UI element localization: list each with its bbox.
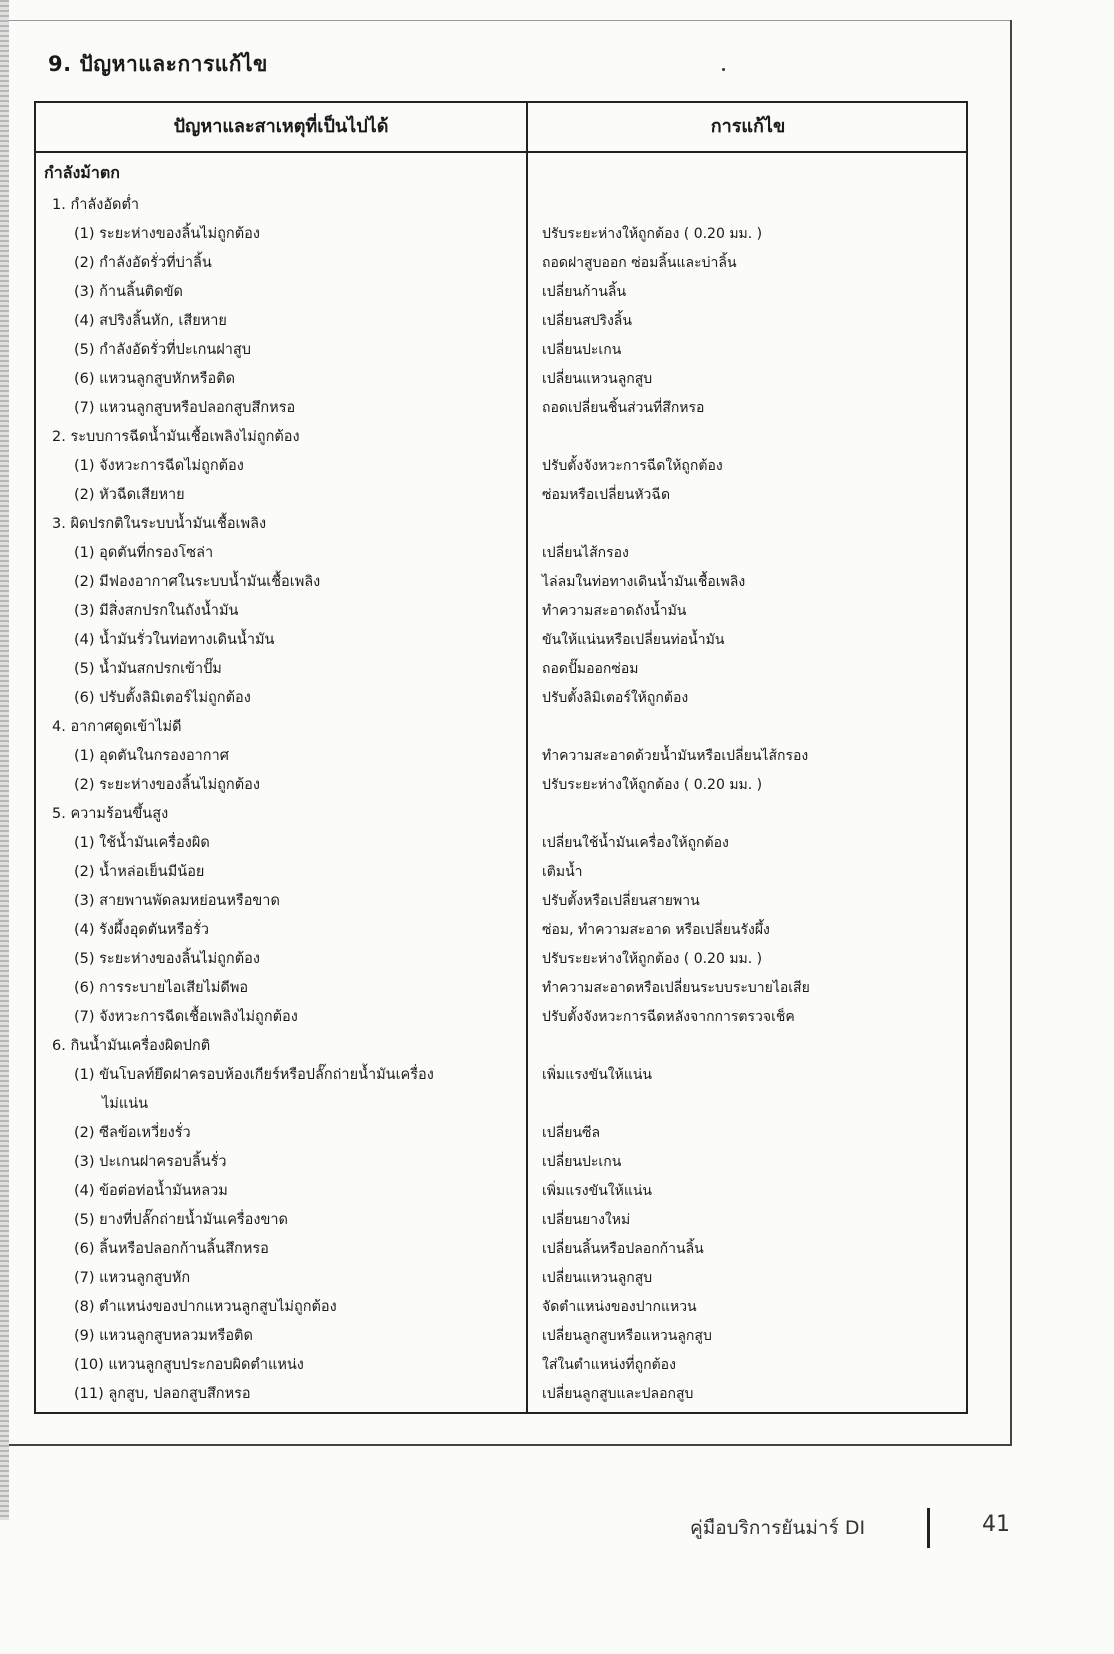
solution-cell: เพิ่มแรงขันให้แน่น: [542, 1067, 652, 1083]
problem-cell: (2) น้ำหล่อเย็นมีน้อย: [74, 864, 205, 880]
problem-cell: (8) ตำแหน่งของปากแหวนลูกสูบไม่ถูกต้อง: [74, 1299, 337, 1315]
problem-cell: (3) สายพานพัดลมหย่อนหรือขาด: [74, 893, 280, 909]
solution-cell: ปรับระยะห่างให้ถูกต้อง ( 0.20 มม. ): [542, 777, 763, 793]
solution-cell: ปรับตั้งหรือเปลี่ยนสายพาน: [542, 893, 700, 909]
solution-cell: เปลี่ยนสปริงลิ้น: [542, 313, 632, 329]
solution-cell: เปลี่ยนใช้น้ำมันเครื่องให้ถูกต้อง: [542, 835, 729, 851]
scan-edge: [0, 0, 9, 1520]
solution-cell: ปรับตั้งลิมิเตอร์ให้ถูกต้อง: [542, 690, 689, 706]
problem-cell: (2) กำลังอัดรั่วที่บ่าลิ้น: [74, 255, 212, 271]
table-row: [36, 220, 966, 249]
table-row: [36, 1061, 966, 1090]
problem-cell: 4. อากาศดูดเข้าไม่ดี: [52, 719, 182, 735]
solution-cell: เปลี่ยนซีล: [542, 1125, 601, 1141]
solution-cell: ซ่อมหรือเปลี่ยนหัวฉีด: [542, 487, 671, 503]
problem-cell: 2. ระบบการฉีดน้ำมันเชื้อเพลิงไม่ถูกต้อง: [52, 429, 300, 445]
table-row: [36, 626, 966, 655]
problem-cell: (4) รังผึ้งอุดตันหรือรั่ว: [74, 922, 210, 938]
problem-cell: (3) ปะเกนฝาครอบลิ้นรั่ว: [74, 1154, 227, 1170]
problem-cell: (7) แหวนลูกสูบหรือปลอกสูบสึกหรอ: [74, 400, 296, 416]
solution-cell: เปลี่ยนไส้กรอง: [542, 545, 629, 561]
problem-cell: (1) ใช้น้ำมันเครื่องผิด: [74, 835, 210, 851]
table-row: [36, 307, 966, 336]
problem-cell: (4) น้ำมันรั่วในท่อทางเดินน้ำมัน: [74, 632, 275, 648]
table-row: [36, 249, 966, 278]
problem-cell: (7) แหวนลูกสูบหัก: [74, 1270, 191, 1286]
table-row: [36, 568, 966, 597]
table-row: [36, 1148, 966, 1177]
solution-cell: ถอดฝาสูบออก ซ่อมลิ้นและบ่าลิ้น: [542, 255, 737, 271]
table-row: [36, 1351, 966, 1380]
solution-cell: เปลี่ยนลูกสูบและปลอกสูบ: [542, 1386, 694, 1402]
problem-cell: (6) แหวนลูกสูบหักหรือติด: [74, 371, 236, 387]
section-title: 9. ปัญหาและการแก้ไข: [48, 52, 268, 76]
table-row: [36, 597, 966, 626]
footer-manual-title: คู่มือบริการยันม่าร์ DI: [690, 1517, 866, 1539]
table-row: [36, 916, 966, 945]
solution-cell: เปลี่ยนลูกสูบหรือแหวนลูกสูบ: [542, 1328, 712, 1344]
problem-cell: 3. ผิดปรกติในระบบน้ำมันเชื้อเพลิง: [52, 516, 267, 532]
problem-cell: (2) ซีลข้อเหวี่ยงรั่ว: [74, 1125, 191, 1141]
table-row: [36, 1322, 966, 1351]
table-row: [36, 481, 966, 510]
table-row: [36, 1293, 966, 1322]
table-row: [36, 858, 966, 887]
table-row: [36, 742, 966, 771]
problem-cell: (1) อุดตันในกรองอากาศ: [74, 748, 229, 764]
page-frame-top: [9, 20, 1012, 21]
table-row: [36, 1235, 966, 1264]
table-row: [36, 771, 966, 800]
scan-dot: [722, 68, 725, 71]
solution-cell: เปลี่ยนปะเกน: [542, 342, 622, 358]
problem-cell: (5) ยางที่ปลั๊กถ่ายน้ำมันเครื่องขาด: [74, 1212, 288, 1228]
problem-cell: 6. กินน้ำมันเครื่องผิดปกติ: [52, 1038, 211, 1054]
problem-cell: (1) ระยะห่างของลิ้นไม่ถูกต้อง: [74, 226, 260, 242]
table-row: [36, 278, 966, 307]
table-row: [36, 800, 966, 829]
problem-cell: (5) น้ำมันสกปรกเข้าปั๊ม: [74, 661, 222, 677]
problem-cell: (1) จังหวะการฉีดไม่ถูกต้อง: [74, 458, 244, 474]
solution-cell: เปลี่ยนลิ้นหรือปลอกก้านลิ้น: [542, 1241, 704, 1257]
table-row: [36, 1032, 966, 1061]
table-row: [36, 1003, 966, 1032]
table-body: [36, 158, 966, 1409]
problem-cell: (9) แหวนลูกสูบหลวมหรือติด: [74, 1328, 253, 1344]
footer-divider: [927, 1508, 930, 1548]
solution-cell: ปรับตั้งจังหวะการฉีดหลังจากการตรวจเช็ค: [542, 1009, 795, 1025]
problem-cell: ไม่แน่น: [102, 1096, 149, 1112]
table-row: [36, 887, 966, 916]
solution-cell: ทำความสะอาดถังน้ำมัน: [542, 603, 687, 619]
table-row: [36, 365, 966, 394]
problem-cell: (1) ขันโบลท์ยึดฝาครอบห้องเกียร์หรือปลั๊กถ่ายน้ำมันเครื่อง: [74, 1067, 434, 1083]
solution-cell: ปรับตั้งจังหวะการฉีดให้ถูกต้อง: [542, 458, 723, 474]
page-frame-right: [1010, 20, 1012, 1446]
table-row: [36, 945, 966, 974]
solution-cell: เปลี่ยนก้านลิ้น: [542, 284, 627, 300]
problem-cell: (2) หัวฉีดเสียหาย: [74, 487, 185, 503]
problem-cell: (4) ข้อต่อท่อน้ำมันหลวม: [74, 1183, 228, 1199]
table-row: [36, 1090, 966, 1119]
solution-cell: ถอดเปลี่ยนชิ้นส่วนที่สึกหรอ: [542, 400, 705, 416]
problem-cell: (6) ลิ้นหรือปลอกก้านลิ้นสึกหรอ: [74, 1241, 269, 1257]
page-frame-bottom: [9, 1444, 1012, 1446]
solution-cell: ทำความสะอาดหรือเปลี่ยนระบบระบายไอเสีย: [542, 980, 810, 996]
table-row: [36, 423, 966, 452]
problem-cell: (7) จังหวะการฉีดเชื้อเพลิงไม่ถูกต้อง: [74, 1009, 298, 1025]
problem-cell: (5) ระยะห่างของลิ้นไม่ถูกต้อง: [74, 951, 260, 967]
solution-cell: เพิ่มแรงขันให้แน่น: [542, 1183, 652, 1199]
solution-cell: ขันให้แน่นหรือเปลี่ยนท่อน้ำมัน: [542, 632, 725, 648]
problem-cell: 1. กำลังอัดต่ำ: [52, 197, 140, 213]
solution-cell: ใส่ในตำแหน่งที่ถูกต้อง: [542, 1357, 676, 1373]
table-row: [36, 713, 966, 742]
problem-cell: (6) การระบายไอเสียไม่ดีพอ: [74, 980, 249, 996]
solution-cell: ทำความสะอาดด้วยน้ำมันหรือเปลี่ยนไส้กรอง: [542, 748, 809, 764]
table-row: [36, 1206, 966, 1235]
table-row: [36, 510, 966, 539]
table-row: [36, 394, 966, 423]
table-row: [36, 684, 966, 713]
troubleshooting-table: [34, 101, 968, 1414]
table-row: [36, 1119, 966, 1148]
table-row: [36, 191, 966, 220]
solution-cell: ปรับระยะห่างให้ถูกต้อง ( 0.20 มม. ): [542, 226, 763, 242]
table-row: [36, 1380, 966, 1409]
table-row: [36, 539, 966, 568]
solution-cell: เติมน้ำ: [542, 864, 583, 880]
solution-cell: ไล่ลมในท่อทางเดินน้ำมันเชื้อเพลิง: [542, 574, 746, 590]
header-solution: การแก้ไข: [710, 116, 786, 137]
problem-cell: (6) ปรับตั้งลิมิเตอร์ไม่ถูกต้อง: [74, 690, 251, 706]
problem-cell: (2) ระยะห่างของลิ้นไม่ถูกต้อง: [74, 777, 260, 793]
problem-cell: (3) มีสิ่งสกปรกในถังน้ำมัน: [74, 603, 239, 619]
problem-cell: 5. ความร้อนขึ้นสูง: [52, 806, 169, 822]
table-row: [36, 974, 966, 1003]
solution-cell: เปลี่ยนยางใหม่: [542, 1212, 631, 1228]
table-row: [36, 655, 966, 684]
header-problem: ปัญหาและสาเหตุที่เป็นไปได้: [173, 116, 389, 137]
problem-cell: (3) ก้านลิ้นติดขัด: [74, 284, 183, 300]
table-row: [36, 336, 966, 365]
solution-cell: เปลี่ยนแหวนลูกสูบ: [542, 1270, 653, 1286]
problem-cell: (2) มีฟองอากาศในระบบน้ำมันเชื้อเพลิง: [74, 574, 321, 590]
solution-cell: ปรับระยะห่างให้ถูกต้อง ( 0.20 มม. ): [542, 951, 763, 967]
page-number: 41: [982, 1512, 1010, 1537]
table-row: [36, 829, 966, 858]
problem-cell: (4) สปริงลิ้นหัก, เสียหาย: [74, 313, 227, 329]
problem-cell: (10) แหวนลูกสูบประกอบผิดตำแหน่ง: [74, 1357, 304, 1373]
problem-cell: กำลังม้าตก: [44, 163, 120, 182]
solution-cell: ถอดปั๊มออกซ่อม: [542, 661, 639, 677]
category-row: [36, 158, 966, 187]
solution-cell: เปลี่ยนแหวนลูกสูบ: [542, 371, 653, 387]
solution-cell: จัดตำแหน่งของปากแหวน: [542, 1299, 697, 1315]
table-row: [36, 452, 966, 481]
problem-cell: (1) อุดตันที่กรองโซล่า: [74, 545, 214, 561]
problem-cell: (11) ลูกสูบ, ปลอกสูบสึกหรอ: [74, 1386, 251, 1402]
solution-cell: ซ่อม, ทำความสะอาด หรือเปลี่ยนรังผึ้ง: [542, 922, 770, 938]
problem-cell: (5) กำลังอัดรั่วที่ปะเกนฝาสูบ: [74, 342, 251, 358]
table-row: [36, 1264, 966, 1293]
table-row: [36, 1177, 966, 1206]
solution-cell: เปลี่ยนปะเกน: [542, 1154, 622, 1170]
table-header: [36, 103, 966, 153]
